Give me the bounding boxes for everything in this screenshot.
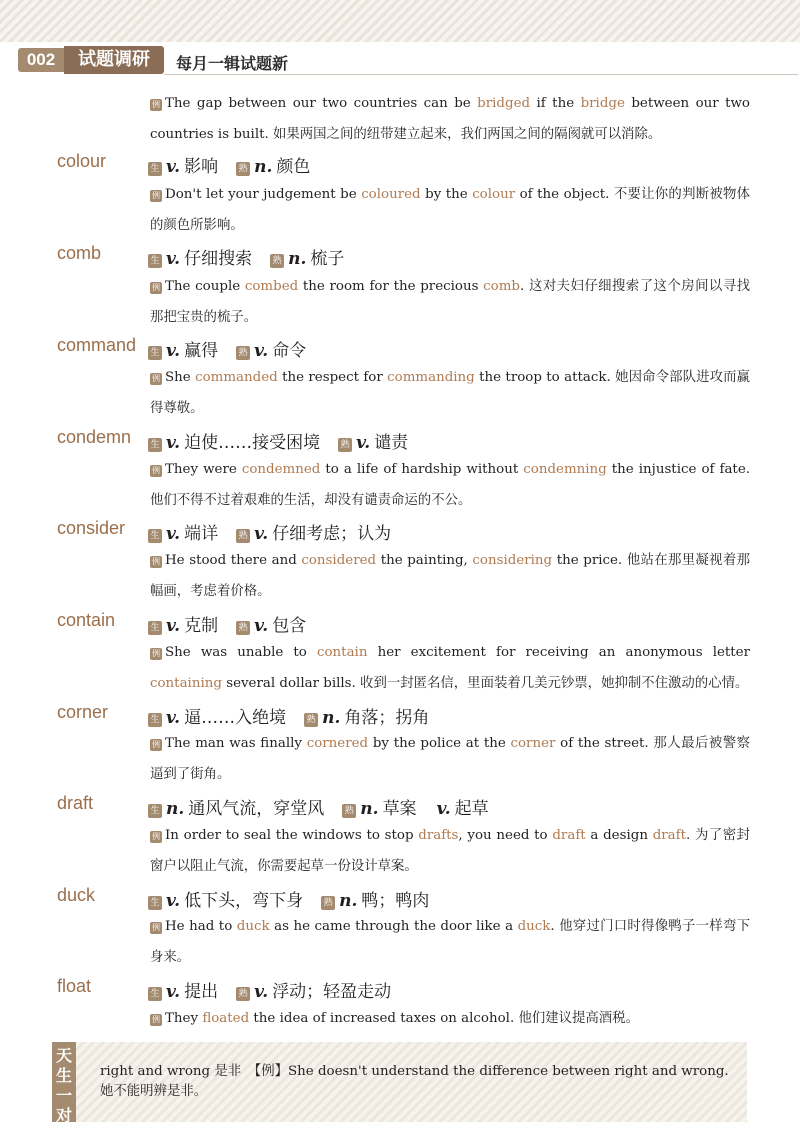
- example-sentence: 例 She was unable to contain her excitement for receiving an anonymous letter containing several dollar bills. 收到一封匿名信，里面装着几美元钞票，她抑制不住激动的心情。: [150, 645, 750, 691]
- headword: float: [57, 976, 92, 996]
- headword: command: [57, 335, 137, 355]
- sheng-icon: 生: [148, 254, 162, 268]
- example-sentence: 例 Don't let your judgement be coloured by the colour of the object. 不要让你的判断被物体的颜色所影响。: [150, 187, 750, 233]
- top-pattern-stripe: [0, 0, 800, 42]
- example-sentence: 例 He stood there and considered the painting, considering the price. 他站在那里凝视着那幅画，考虑着价格。: [150, 553, 750, 599]
- sheng-icon: 生: [148, 162, 162, 176]
- example-icon: 例: [152, 740, 160, 749]
- example-icon: 例: [152, 191, 160, 200]
- definition-line: 生 v. 赢得 熟 v. 命令: [148, 336, 306, 361]
- footer-tag: 天 生 一 对: [52, 1042, 76, 1122]
- headword: duck: [57, 885, 96, 905]
- headword: colour: [57, 151, 107, 171]
- definition-line: 生 v. 端详 熟 v. 仔细考虑；认为: [148, 519, 391, 544]
- shu-icon: 熟: [236, 346, 250, 360]
- sheng-icon: 生: [148, 529, 162, 543]
- definition-line: 生 n. 通风气流，穿堂风 熟 n. 草案 v. 起草: [148, 794, 489, 819]
- footer-tip-box: [52, 1042, 747, 1125]
- headword: contain: [57, 610, 116, 630]
- example-sentence: 例 In order to seal the windows to stop drafts, you need to draft a design draft. 为了密封窗户以阻止气流，你需要起草一份设计草案。: [150, 828, 750, 874]
- intro-example: 例 The gap between our two countries can be bridged if the bridge between our two countries is built. 如果两国之间的纽带建立起来，我们两国之间的隔阂就可以消除。: [150, 96, 750, 142]
- sheng-icon: 生: [148, 987, 162, 1001]
- shu-icon: 熟: [236, 529, 250, 543]
- sheng-icon: 生: [148, 896, 162, 910]
- shu-icon: 熟: [236, 987, 250, 1001]
- shu-icon: 熟: [304, 713, 318, 727]
- definition-line: 生 v. 仔细搜索 熟 n. 梳子: [148, 244, 344, 269]
- definition-line: 生 v. 提出 熟 v. 浮动；轻盈走动: [148, 977, 391, 1002]
- page-header: [18, 44, 798, 76]
- example-icon: 例: [152, 923, 160, 932]
- example-icon: 例: [152, 649, 160, 658]
- headword: condemn: [57, 427, 132, 447]
- shu-icon: 熟: [270, 254, 284, 268]
- example-sentence: 例 She commanded the respect for commanding the troop to attack. 她因命令部队进攻而赢得尊敬。: [150, 370, 750, 416]
- headword: corner: [57, 702, 109, 722]
- sheng-icon: 生: [148, 438, 162, 452]
- example-sentence: 例 They were condemned to a life of hardship without condemning the injustice of fate. 他们不得不过着艰难的生活，却没有谴责命运的不公。: [150, 462, 750, 508]
- example-icon: 例: [152, 832, 160, 841]
- example-sentence: 例 They floated the idea of increased taxes on alcohol. 他们建议提高酒税。: [152, 1011, 639, 1026]
- header-subtitle: 每月一辑试题新: [176, 54, 289, 73]
- definition-line: 生 v. 迫使……接受困境 熟 v. 谴责: [148, 428, 408, 453]
- example-icon: 例: [152, 466, 160, 475]
- section-title: 试题调研: [64, 46, 164, 74]
- sheng-icon: 生: [148, 713, 162, 727]
- headword: consider: [57, 518, 126, 538]
- headword: comb: [57, 243, 102, 263]
- shu-icon: 熟: [321, 896, 335, 910]
- sheng-icon: 生: [148, 346, 162, 360]
- example-icon: 例: [152, 283, 160, 292]
- shu-icon: 熟: [338, 438, 352, 452]
- shu-icon: 熟: [236, 162, 250, 176]
- example-icon: 例: [152, 374, 160, 383]
- footer-text: right and wrong 是非 【例】She doesn't understand the difference between right and wrong. 她不能明辨是非。: [100, 1064, 729, 1099]
- example-icon: 例: [152, 1015, 160, 1024]
- headword: draft: [57, 793, 94, 813]
- example-icon: 例: [152, 100, 160, 109]
- page-number: 002: [18, 48, 64, 72]
- header-rule: [164, 74, 798, 75]
- example-sentence: 例 The couple combed the room for the precious comb. 这对夫妇仔细搜索了这个房间以寻找那把宝贵的梳子。: [150, 279, 750, 325]
- example-icon: 例: [152, 557, 160, 566]
- definition-line: 生 v. 逼……入绝境 熟 n. 角落；拐角: [148, 703, 429, 728]
- sheng-icon: 生: [148, 621, 162, 635]
- shu-icon: 熟: [236, 621, 250, 635]
- shu-icon: 熟: [342, 804, 356, 818]
- example-sentence: 例 He had to duck as he came through the door like a duck. 他穿过门口时得像鸭子一样弯下身来。: [150, 919, 750, 965]
- definition-line: 生 v. 低下头，弯下身 熟 n. 鸭；鸭肉: [148, 886, 429, 911]
- example-sentence: 例 The man was finally cornered by the police at the corner of the street. 那人最后被警察逼到了街角。: [150, 736, 750, 782]
- definition-line: 生 v. 克制 熟 v. 包含: [148, 611, 306, 636]
- sheng-icon: 生: [148, 804, 162, 818]
- definition-line: 生 v. 影响 熟 n. 颜色: [148, 152, 310, 177]
